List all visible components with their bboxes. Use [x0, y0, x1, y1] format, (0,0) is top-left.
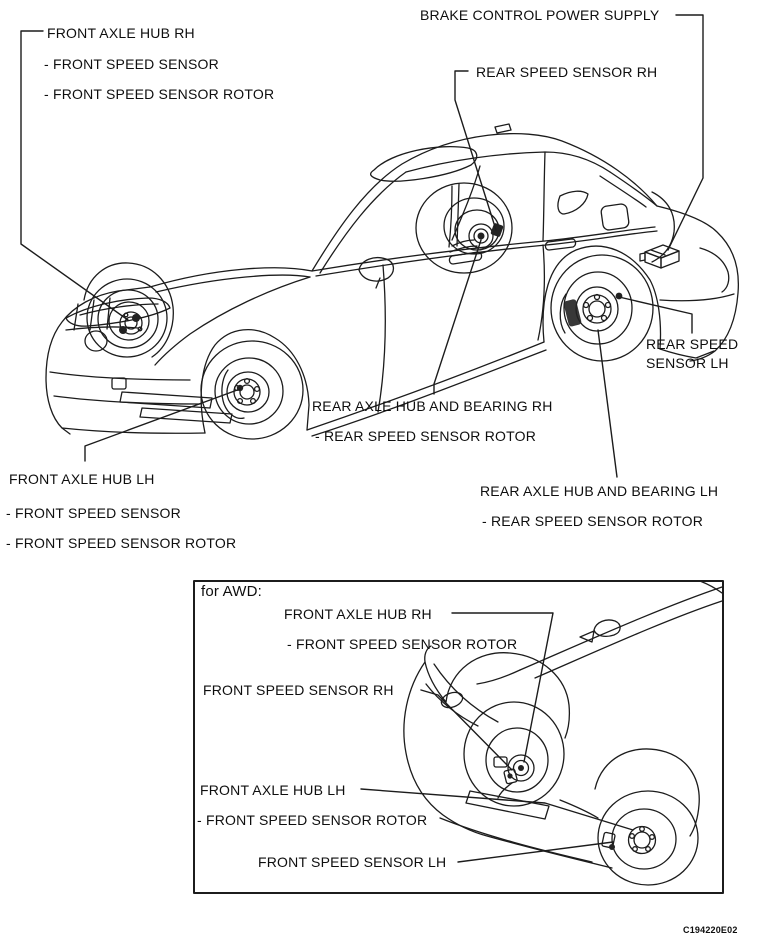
label-front-speed-sensor-rh-item: - FRONT SPEED SENSOR [44, 56, 219, 72]
label-rear-speed-sensor-rotor-rh-item2: - REAR SPEED SENSOR ROTOR [315, 428, 537, 444]
awd-label-front-speed-sensor-rotor-rh: - FRONT SPEED SENSOR ROTOR [287, 636, 518, 652]
figure-code: C194220E02 [683, 925, 738, 935]
main-rear-lh-wheel [551, 255, 653, 361]
main-front-rh-hub [84, 263, 173, 357]
label-rear-axle-hub-bearing-rh: REAR AXLE HUB AND BEARING RH [312, 398, 553, 414]
main-front-lh-wheel [201, 341, 303, 439]
label-front-speed-sensor-rotor-rh-item: - FRONT SPEED SENSOR ROTOR [44, 86, 275, 102]
awd-label-front-speed-sensor-rh: FRONT SPEED SENSOR RH [203, 682, 394, 698]
awd-label-front-speed-sensor-rotor-lh: - FRONT SPEED SENSOR ROTOR [197, 812, 428, 828]
awd-heading: for AWD: [201, 583, 263, 600]
label-rear-axle-hub-bearing-lh: REAR AXLE HUB AND BEARING LH [480, 483, 719, 499]
main-rear-rh-hub [416, 183, 512, 273]
label-front-axle-hub-lh: FRONT AXLE HUB LH [9, 471, 155, 487]
label-front-speed-sensor-rotor-lh-item: - FRONT SPEED SENSOR ROTOR [6, 535, 237, 551]
label-rear-speed-sensor-rotor-lh-item: - REAR SPEED SENSOR ROTOR [482, 513, 704, 529]
label-front-speed-sensor-lh-item: - FRONT SPEED SENSOR [6, 505, 181, 521]
label-rear-speed-sensor-rh: REAR SPEED SENSOR RH [476, 64, 658, 80]
awd-label-front-axle-hub-lh: FRONT AXLE HUB LH [200, 782, 346, 798]
label-front-axle-hub-rh: FRONT AXLE HUB RH [47, 25, 195, 41]
main-car-body [46, 124, 738, 436]
awd-label-front-speed-sensor-lh: FRONT SPEED SENSOR LH [258, 854, 447, 870]
awd-inset [194, 581, 723, 893]
awd-label-front-axle-hub-rh: FRONT AXLE HUB RH [284, 606, 432, 622]
label-brake-control-power-supply: BRAKE CONTROL POWER SUPPLY [420, 7, 660, 23]
label-rear-speed-sensor-lh-line2: SENSOR LH [646, 355, 729, 371]
label-rear-speed-sensor-lh-line1: REAR SPEED [646, 336, 739, 352]
brake-control-power-supply-box [640, 245, 679, 268]
